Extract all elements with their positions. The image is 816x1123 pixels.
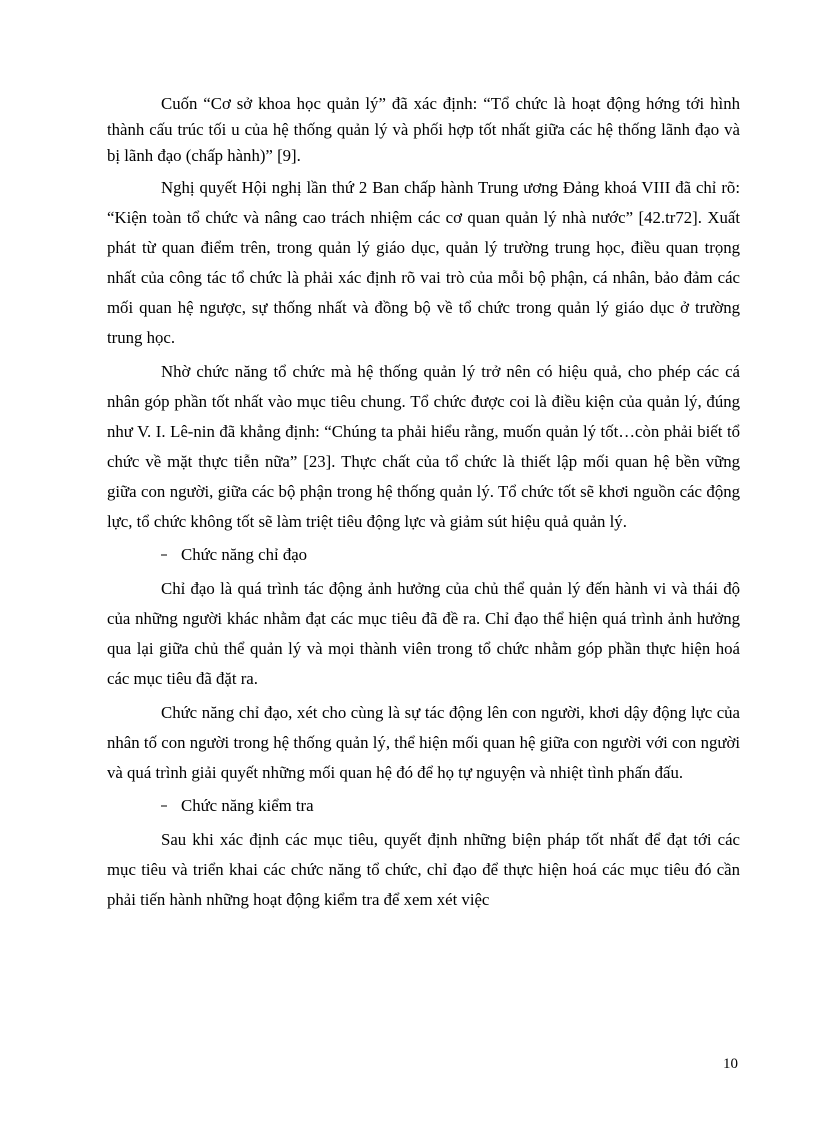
bullet-inspection-function xyxy=(107,790,740,821)
paragraph-party-resolution: Nghị quyết Hội nghị lần thứ 2 Ban chấp hành Trung ương Đảng khoá VIII đã chỉ rõ: “Kiện toàn tổ chức và nâng cao trách nhiệm các cơ quan quản lý nhà nước” [42.tr72]. Xuất phát từ quan điểm trên, trong quản lý giáo dục, quản lý trường trung học, điều quan trọng nhất của công tác tổ chức là phải xác định rõ vai trò của mỗi bộ phận, cá nhân, bảo đảm các mối quan hệ ngược, sự thống nhất và đồng bộ về tổ chức trong quản lý giáo dục ở trường trung học. xyxy=(107,178,740,347)
bullet-directing-function xyxy=(107,539,740,570)
paragraph-directing-nature: Chức năng chỉ đạo, xét cho cùng là sự tác động lên con người, khơi dậy động lực của nhân tố con người trong hệ thống quản lý, thể hiện mối quan hệ giữa con người với con người và quá trình giải quyết những mối quan hệ đó để họ tự nguyện và nhiệt tình phấn đấu. xyxy=(107,703,740,782)
dash-bullet-icon: ⎯ xyxy=(161,547,168,561)
dash-bullet-icon: ⎯ xyxy=(161,798,168,812)
bullet-label: Chức năng kiểm tra xyxy=(181,796,314,815)
paragraph-directing-definition: Chỉ đạo là quá trình tác động ảnh hưởng của chủ thể quản lý đến hành vi và thái độ của những người khác nhằm đạt các mục tiêu đã đề ra. Chỉ đạo thể hiện quá trình ảnh hưởng qua lại giữa chủ thể quản lý và mọi thành viên trong tổ chức nhằm góp phần thực hiện hoá các mục tiêu đã đặt ra. xyxy=(107,579,740,688)
paragraph-organization-definition: Cuốn “Cơ sở khoa học quản lý” đã xác định: “Tổ chức là hoạt động hớng tới hình thành cấu trúc tối u của hệ thống quản lý và phối hợp tốt nhất giữa các hệ thống lãnh đạo và bị lãnh đạo (chấp hành)” [9]. xyxy=(107,94,740,165)
paragraph-organization-function: Nhờ chức năng tổ chức mà hệ thống quản lý trở nên có hiệu quả, cho phép các cá nhân góp phần tốt nhất vào mục tiêu chung. Tổ chức được coi là điều kiện của quản lý, đúng như V. I. Lê-nin đã khẳng định: “Chúng ta phải hiểu rằng, muốn quản lý tốt…còn phải biết tổ chức về mặt thực tiễn nữa” [23]. Thực chất của tổ chức là thiết lập mối quan hệ bền vững giữa con người, giữa các bộ phận trong hệ thống quản lý. Tổ chức tốt sẽ khơi nguồn các động lực, tổ chức không tốt sẽ làm triệt tiêu động lực và giảm sút hiệu quả quản lý. xyxy=(107,362,740,531)
bullet-label: Chức năng chỉ đạo xyxy=(181,545,308,564)
page-number: 10 xyxy=(723,1056,738,1072)
paragraph-inspection-intro: Sau khi xác định các mục tiêu, quyết định những biện pháp tốt nhất để đạt tới các mục tiêu và triển khai các chức năng tổ chức, chỉ đạo để thực hiện hoá các mục tiêu đó cần phải tiến hành những hoạt động kiểm tra để xem xét việc xyxy=(107,830,740,909)
body-text xyxy=(107,91,740,915)
